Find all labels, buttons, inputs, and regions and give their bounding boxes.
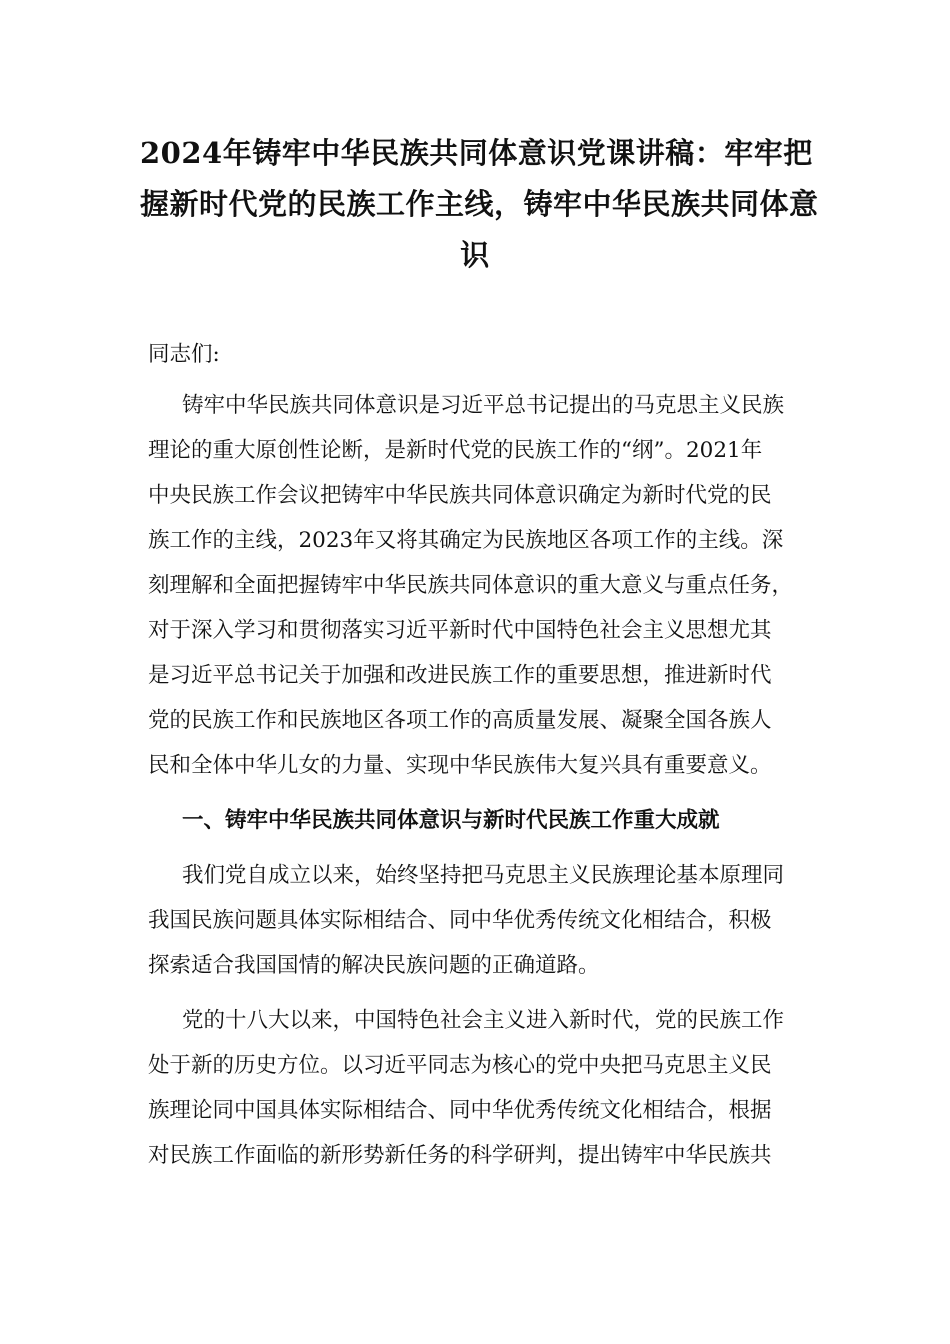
paragraph-line: 党的民族工作和民族地区各项工作的高质量发展、凝聚全国各族人	[148, 708, 772, 733]
paragraph-line: 对于深入学习和贯彻落实习近平新时代中国特色社会主义思想尤其	[148, 618, 772, 643]
paragraph-line: 党的十八大以来，中国特色社会主义进入新时代，党的民族工作	[182, 1008, 785, 1033]
paragraph-line: 我们党自成立以来，始终坚持把马克思主义民族理论基本原理同	[182, 863, 785, 888]
greeting	[148, 332, 818, 377]
paragraph-line: 对民族工作面临的新形势新任务的科学研判，提出铸牢中华民族共	[148, 1143, 772, 1168]
paragraph-line: 我国民族问题具体实际相结合、同中华优秀传统文化相结合，积极	[148, 908, 772, 933]
section-heading	[148, 798, 818, 843]
greeting-text: 同志们:	[148, 342, 220, 367]
paragraph-line: 理论的重大原创性论断，是新时代党的民族工作的“纲”。2021年	[148, 438, 763, 463]
paragraph-line: 是习近平总书记关于加强和改进民族工作的重要思想，推进新时代	[148, 663, 772, 688]
paragraph-line: 民和全体中华儿女的力量、实现中华民族伟大复兴具有重要意义。	[148, 753, 772, 778]
document-body	[148, 332, 818, 1188]
title-line: 握新时代党的民族工作主线，铸牢中华民族共同体意	[140, 187, 819, 221]
paragraph-intro	[148, 383, 818, 788]
title-line: 识	[460, 238, 490, 272]
paragraph-line: 探索适合我国国情的解决民族问题的正确道路。	[148, 953, 600, 978]
paragraph-line: 族理论同中国具体实际相结合、同中华优秀传统文化相结合，根据	[148, 1098, 772, 1123]
paragraph-line: 中央民族工作会议把铸牢中华民族共同体意识确定为新时代党的民	[148, 483, 772, 508]
paragraph-line: 处于新的历史方位。以习近平同志为核心的党中央把马克思主义民	[148, 1053, 772, 1078]
paragraph-line: 族工作的主线，2023年又将其确定为民族地区各项工作的主线。深	[148, 528, 784, 553]
section-heading-text: 一、铸牢中华民族共同体意识与新时代民族工作重大成就	[182, 808, 720, 833]
paragraph-line: 刻理解和全面把握铸牢中华民族共同体意识的重大意义与重点任务，	[148, 573, 794, 598]
document-title	[140, 128, 819, 281]
paragraph-section-2	[148, 998, 818, 1178]
title-line: 2024年铸牢中华民族共同体意识党课讲稿：牢牢把	[140, 136, 813, 170]
paragraph-line: 铸牢中华民族共同体意识是习近平总书记提出的马克思主义民族	[182, 393, 785, 418]
paragraph-section-1	[148, 853, 818, 988]
